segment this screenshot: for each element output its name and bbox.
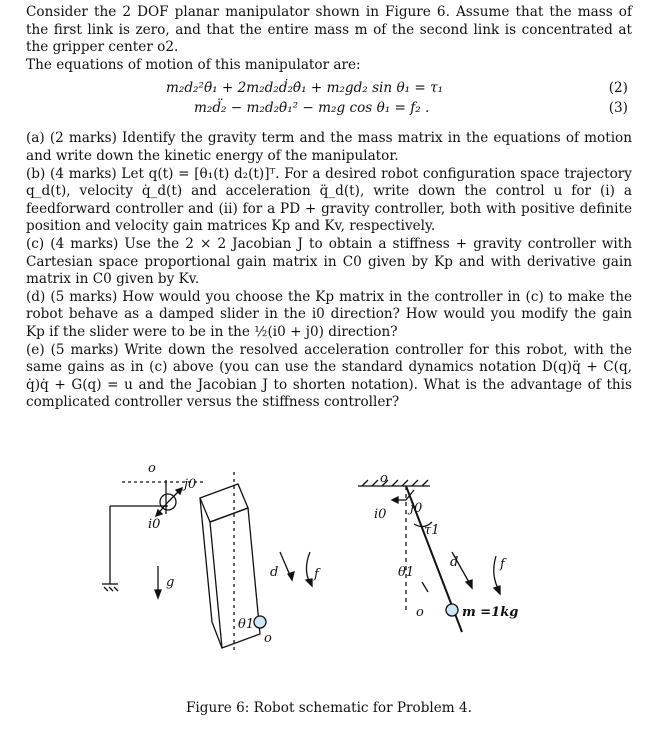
label-theta-right: θ1	[398, 565, 415, 580]
part-d: (d) (5 marks) How would you choose the Kp matrix in the controller in (c) to make the robot behave as a damped slider in the i0 direction? How would you modify the gain Kp if the slider were to be in the ½(i0 + j0) direction?	[26, 288, 632, 340]
label-i0-right: i0	[374, 507, 387, 522]
intro-equations-lead: The equations of motion of this manipulator are:	[26, 56, 361, 73]
end-effector-circle	[254, 616, 266, 628]
part-e: (e) (5 marks) Write down the resolved acceleration controller for this robot, with the same gains as in (c) above (you can use the standard dynamics notation D(q)q̈ + C(q, q̇)q̇ + G(q) = u and the Jacobian J to shorten notation). What is the advantage of this complicated controller versus the stiffness controller?	[26, 341, 632, 411]
label-i0-left: i0	[148, 517, 161, 532]
label-o2-left: o	[264, 631, 272, 646]
problem-text	[26, 4, 632, 412]
label-tau: τ1	[424, 523, 440, 538]
equations-of-motion	[26, 78, 632, 122]
robot-schematic-figure	[88, 452, 548, 662]
part-b: (b) (4 marks) Let q(t) = [θ₁(t) d₂(t)]ᵀ. For a desired robot configuration space trajectory q_d(t), velocity q̇_d(t) and acceleration q̈_d(t), write down the control u for (i) a feedforward controller and (ii) for a PD + gravity controller, both with positive definite position and velocity gain matrices Kp and Kv, respectively.	[26, 165, 632, 235]
label-d2-left: d	[270, 565, 279, 580]
equation-2: m₂d₂²θ̈₁ + 2m₂d₂ḋ₂θ̇₁ + m₂gd₂ sin θ₁ = τ₁	[166, 80, 444, 97]
robot-schematic-svg	[88, 452, 548, 662]
figure-caption: Figure 6: Robot schematic for Problem 4.	[185, 700, 472, 716]
intro-paragraph: Consider the 2 DOF planar manipulator shown in Figure 6. Assume that the mass of the first link is zero, and that the entire mass m of the second link is concentrated at the gripper center o2.	[26, 4, 632, 56]
label-d2-right: d	[450, 555, 459, 570]
label-theta-left: θ1	[238, 617, 255, 632]
label-f2-right: f	[500, 557, 505, 572]
label-o-right: o	[380, 471, 388, 486]
label-o-left: o	[148, 461, 156, 476]
label-o2-right: o	[416, 605, 424, 620]
part-a: (a) (2 marks) Identify the gravity term and the mass matrix in the equations of motion and write down the kinetic energy of the manipulator.	[26, 130, 632, 164]
left-schematic	[102, 472, 312, 652]
right-labels	[374, 471, 518, 620]
part-c: (c) (4 marks) Use the 2 × 2 Jacobian J to obtain a stiffness + gravity controller with Cartesian space proportional gain matrix in C0 given by Kp and with derivative gain matrix in C0 given by Kv.	[26, 235, 632, 288]
label-j0-right: j0	[410, 501, 423, 516]
equation-3: m₂d̈₂ − m₂d₂θ̇₁² − m₂g cos θ₁ = f₂ .	[194, 100, 430, 117]
label-g: g	[166, 575, 175, 590]
label-mass: m =1kg	[462, 605, 519, 620]
label-f2-left: f	[314, 567, 319, 582]
label-j0-left: j0	[184, 477, 197, 492]
equation-2-number: (2)	[608, 80, 628, 97]
equation-3-number: (3)	[608, 100, 628, 117]
mass-circle	[446, 604, 458, 616]
